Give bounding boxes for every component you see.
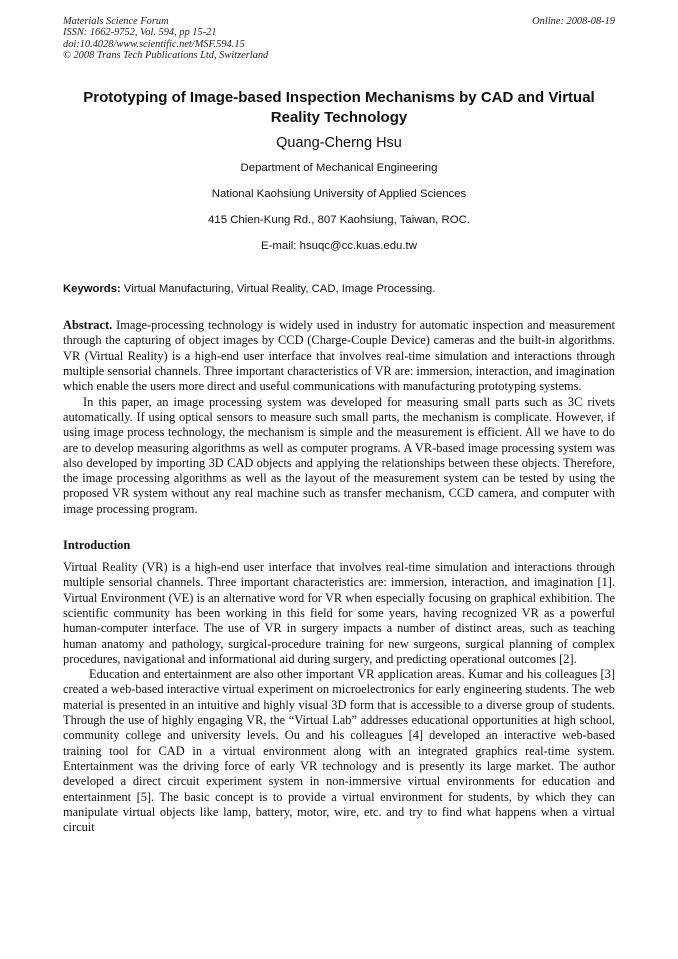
keywords-text: Virtual Manufacturing, Virtual Reality, CAD, Image Processing.: [120, 283, 436, 296]
author-email: [63, 240, 615, 253]
abstract-paragraph-1: [63, 318, 615, 394]
author-name: Quang-Cherng Hsu: [276, 135, 402, 152]
affiliation-address: 415 Chien-Kung Rd., 807 Kaohsiung, Taiwan, ROC.: [208, 214, 470, 227]
abstract-paragraph-2: In this paper, an image processing system was developed for measuring small parts such as 3C rivets automatically. If using optical sensors to measure such small parts, the mechanism is complicate. However, if using image process technology, the mechanism is simple and the measurement is efficient. All we have to do are to develop measuring algorithms as well as computer programs. A VR-based image processing system was also developed by importing 3D CAD objects and applying the relationships between these objects. Therefore, the image processing algorithms as well as the layout of the measurement system can be tested by using the proposed VR system without any real machine such as transfer mechanism, CCD camera, and computer with image processing program.: [63, 394, 615, 516]
affiliation-department: Department of Mechanical Engineering: [240, 162, 438, 175]
page-header: [63, 16, 615, 61]
paper-title: Prototyping of Image-based Inspection Mechanisms by CAD and Virtual Reality Technology: [83, 89, 595, 127]
doi-line: doi:10.4028/www.scientific.net/MSF.594.15: [63, 38, 245, 50]
keywords-label: Keywords:: [63, 283, 121, 296]
issn-line: ISSN: 1662-9752, Vol. 594, pp 15-21: [63, 27, 217, 39]
abstract-label: Abstract.: [63, 318, 113, 333]
paper-page: [63, 16, 615, 835]
introduction-paragraph-2: Education and entertainment are also other important VR application areas. Kumar and his colleagues [3] created a web-based interactive virtual experiment on microelectronics for early engineering students. The web material is presented in an intuitive and highly visual 3D form that is accessible to a diverse group of students. Through the use of highly engaging VR, the “Virtual Lab” addresses educational opportunities at high school, community college and university levels. Ou and his colleagues [4] developed an interactive web-based training tool for CAD in a virtual environment along with an integrated graphics real-time system. Entertainment was the driving force of early VR technology and is presently its large market. The author developed a direct circuit experiment system in non-immersive virtual environments for education and entertainment [5]. The basic concept is to provide a virtual environment for students, by which they can manipulate virtual objects like lamp, battery, motor, wire, etc. and try to find what happens when a virtual circuit: [63, 667, 615, 835]
abstract-text-1: Image-processing technology is widely used in industry for automatic inspection and measurement through the capturing of object images by CCD (Charge-Couple Device) cameras and the built-in algorithms. VR (Virtual Reality) is a high-end user interface that involves real-time simulation and interactions through multiple sensorial channels. Three important characteristics of VR are: immersion, interaction, and imagination which enable the users more direct and useful communications with manufacturing prototyping systems.: [63, 318, 615, 394]
keywords: [63, 283, 615, 296]
online-date: Online: 2008-08-19: [532, 16, 615, 27]
copyright-line: © 2008 Trans Tech Publications Ltd, Switzerland: [63, 49, 269, 61]
email-label: E-mail:: [261, 240, 300, 253]
email-address: hsuqc@cc.kuas.edu.tw: [299, 240, 417, 253]
section-heading-introduction: Introduction: [63, 538, 131, 553]
journal-name: Materials Science Forum: [63, 16, 169, 27]
affiliation-university: National Kaohsiung University of Applied Sciences: [211, 188, 467, 201]
introduction-paragraph-1: Virtual Reality (VR) is a high-end user interface that involves real-time simulation and interactions through multiple sensorial channels. Three important characteristics are: immersion, interaction, and imagination [1]. Virtual Environment (VE) is an alternative word for VR when especially focusing on graphical exhibition. The scientific community has been working in this field for some years, having recognized VR as a powerful human-computer interface. The use of VR in surgery impacts a number of distinct areas, such as teaching human anatomy and pathology, surgical-procedure training for new surgeons, surgical planning of complex procedures, navigational and informational aid during surgery, and predicting operational outcomes [2].: [63, 560, 615, 666]
